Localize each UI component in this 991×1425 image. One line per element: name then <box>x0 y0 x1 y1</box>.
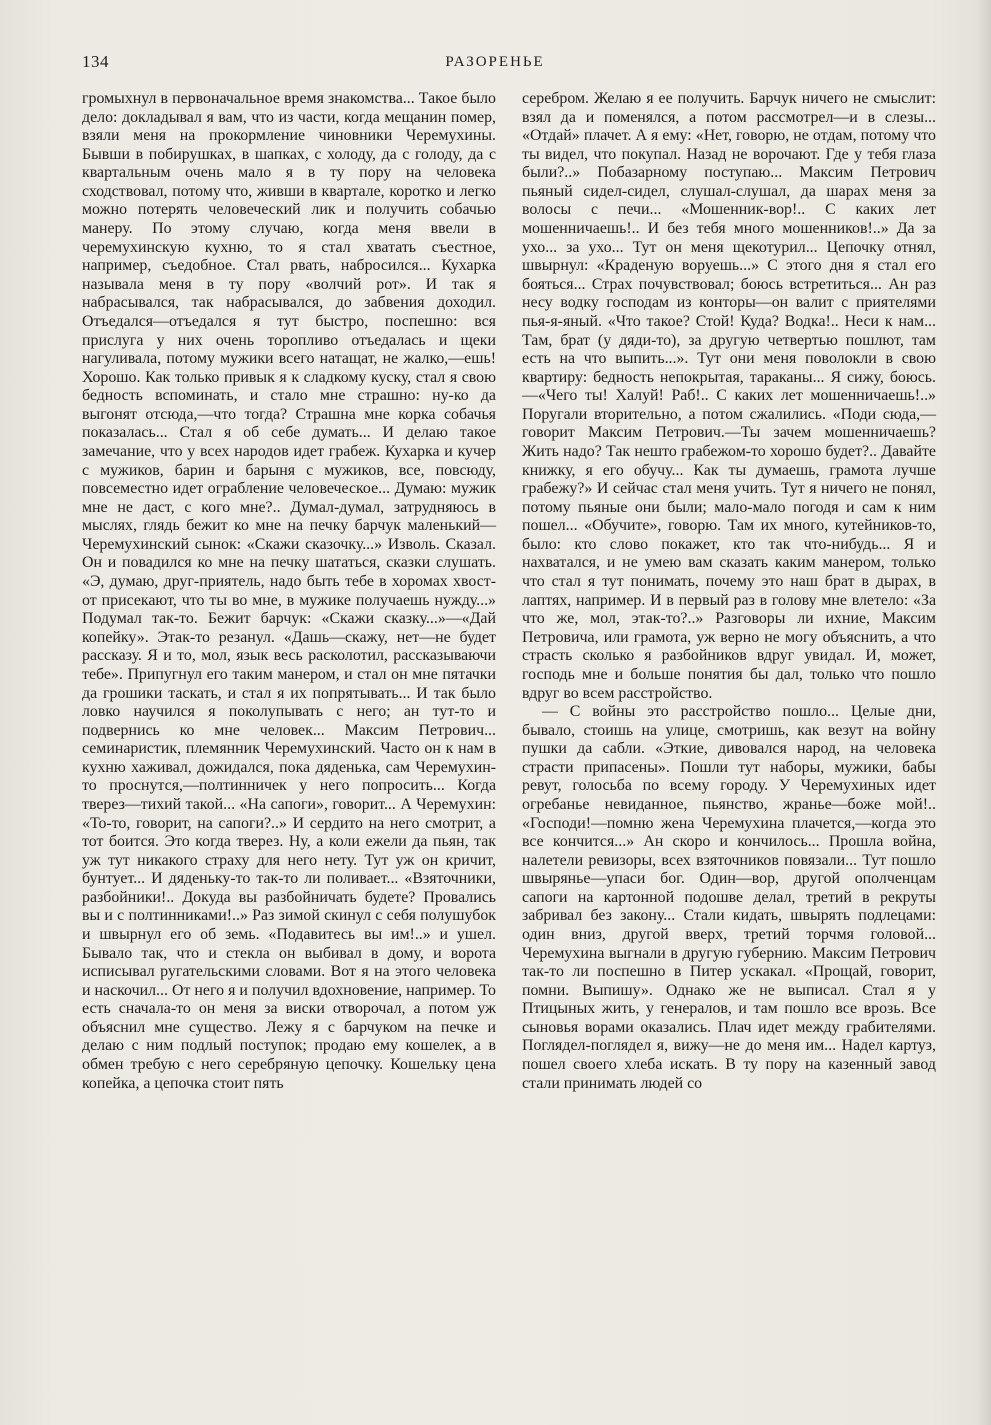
paragraph: серебром. Желаю я ее получить. Барчук ничего не смыслит: взял да и поменялся, а потом рассмотрел—и в слезы... «Отдай» плачет. А я ему: «Нет, говорю, не отдам, потому что ты видел, что покупал. Назад не ворочают. Где у тебя глаза были?..» Побазарному поступаю... Максим Петрович пьяный сидел-сидел, слушал-слушал, да шарах меня за волосы с печи... «Мошенник-вор!.. С каких лет мошенничаешь!.. И без тебя много мошенников!..» Да за ухо... за ухо... Тут он меня щекотурил... Цепочку отнял, швырнул: «Краденую воруешь...» С этого дня я стал его бояться... Страх почувствовал; боюсь встретиться... Ан раз несу водку господам из конторы—он валит с приятелями пья-я-яный. «Что такое? Стой! Куда? Водка!.. Неси к нам... Там, брат (у дяди-то), за другую четвертью пошлют, там есть на что выпить...». Тут они меня поволокли в свою квартиру: бедность непокрытая, тараканы... Я сижу, боюсь.—«Чего ты! Халуй! Раб!.. С каких лет мошенничаешь!..» Поругали вторительно, а потом сжалились. «Поди сюда,—говорит Максим Петрович.—Ты зачем мошенничаешь? Жить надо? Так нешто грабежом-то хорошо будет?.. Давайте книжку, я его обучу... Как ты думаешь, грамота лучше грабежу?» И сейчас стал меня учить. Тут я ничего не понял, потому пьяные они были; мало-мало погодя и сам к ним пошел... «Обучите», говорю. Там их много, кутейников-то, было: кто слово покажет, кто так что-нибудь... Я и нахватался, и не умею вам сказать каким манером, только что стал я тут понимать, почему это наш брат в дырах, в лаптях, например. И в первый раз в голову мне влетело: «За что же, мол, этак-то?..» Разговоры ли ихние, Максим Петровича, или грамота, уж верно не могу объяснить, а что страсть сколько я разбойников вдруг увидал. И, может, господь мне и больше понятия бы дал, только что пошло вдруг во всем расстройство. <box>522 90 936 702</box>
page-number: 134 <box>82 52 109 71</box>
text-column-right <box>522 90 936 1093</box>
page-header <box>82 52 908 78</box>
running-title: РАЗОРЕНЬЕ <box>445 54 545 70</box>
page-edge-shadow <box>977 0 991 1425</box>
text-column-left <box>82 90 496 1093</box>
paragraph: — С войны это расстройство пошло... Целые дни, бывало, стоишь на улице, смотришь, как везут на войну пушки да сабли. «Эткие, дивовался народ, на человека страсти припасены». Пошли тут наборы, мужики, бабы ревут, голосьба по всему городу. У Черемухиных идет огребанье невиданное, пьянство, жранье—боже мой!.. «Господи!—помню жена Черемухина плачется,—когда это все кончится...» Ан скоро и кончилось... Прошла война, налетели ревизоры, всех взяточников повязали... Тут пошло швырянье—упаси бог. Один—вор, другой ополченцам сапоги на картонной подошве делал, третий в рекруты забривал без закону... Стали кидать, швырять подлецами: один вниз, другой вверх, третий торчмя головой... Черемухина выгнали в другую губернию. Максим Петрович так-то ли поспешно в Питер ускакал. «Прощай, говорит, помни. Выпишу». Однако же не выписал. Стал я у Птицыных жить, у генералов, и там пошло все врозь. Все сыновья ворами оказались. Плач идет между грабителями. Поглядел-поглядел я, вижу—не до меня им... Надел картуз, пошел своего хлеба искать. В ту пору на казенный завод стали принимать людей со <box>522 703 936 1092</box>
paragraph: громыхнул в первоначальное время знакомства... Такое было дело: докладывал я вам, что из части, когда мещанин помер, взяли меня на прокормление чиновники Черемухины. Бывши в побирушках, в шапках, с холоду, да с голоду, да с квартальным очень мало я в ту пору на человека сходствовал, потому что, живши в квартале, коротко и легко можно потерять человеческий лик и получить собачью манеру. По этому случаю, когда меня ввели в черемухинскую кухню, то я стал хватать съестное, например, съедобное. Стал рвать, набросился... Кухарка называла меня в ту пору «волчий рот». И так я набрасывался, так набрасывался, до забвения доходил. Отъедался—отъедался я тут быстро, поспешно: вся прислуга у них очень торопливо отъедалась и щеки нагуливала, потому мужики всего натащат, не жалко,—ешь! Хорошо. Как только привык я к сладкому куску, стал я свою бедность вспоминать, и стало мне страшно: ну-ко да выгонят отсюда,—что тогда? Страшна мне корка собачья показалась... Стал я об себе думать... И делаю такое замечание, что у всех народов идет грабеж. Кухарка и кучер с мужиков, барин и барыня с мужиков, все, повсюду, повсеместно идет ограбление человеческое... Думаю: мужик мне не даст, с кого мне?.. Думал-думал, затрудняюсь в мыслях, глядь бежит ко мне на печку барчук маленький—Черемухинский сынок: «Скажи сказочку...» Изволь. Сказал. Он и повадился ко мне на печку шататься, сказки слушать. «Э, думаю, друг-приятель, надо быть тебе в хоромах хвост-от присекают, что ты во мне, в мужике получаешь нужду...» Подумал так-то. Бежит барчук: «Скажи сказку...»—«Дай копейку». Этак-то резанул. «Дашь—скажу, нет—не будет рассказу. Я и то, мол, язык весь расколотил, рассказываючи тебе». Припугнул его таким манером, и стал он мне пятачки да грошики таскать, и стал я их попрятывать... И так было ловко научился я поколупывать с него; ан тут-то и подвернись ко мне человек... Максим Петрович... семинаристик, племянник Черемухинский. Часто он к нам в кухню хаживал, дожидался, пока дяденька, сам Черемухин-то проснутся,—полтинничек у него попросить... Когда тверез—тихий такой... «На сапоги», говорит... А Черемухин: «То-то, говорит, на сапоги?..» И сердито на него смотрит, а тот боится. Это когда тверез. Ну, а коли ежели да пьян, так уж тут никакого страху для него нету. Тут уж он кричит, бунтует... И дяденьку-то так-то ли поливает... «Взяточники, разбойники!.. Докуда вы разбойничать будете? Провались вы и с полтинниками!..» Раз зимой скинул с себя полушубок и швырнул его об земь. «Подавитесь вы им!..» и ушел. Бывало так, что и стекла он выбивал в дому, и ворота исписывал ругательскими словами. Вот я на этого человека и наскочил... От него я и получил вдохновение, например. То есть сначала-то он меня за виски отворочал, а потом уж объяснил мне существо. Лежу я с барчуком на печке и делаю с ним подлый поступок; продаю ему кошелек, а в обмен требую с него серебряную цепочку. Кошельку цена копейка, а цепочка стоит пять <box>82 90 496 1092</box>
